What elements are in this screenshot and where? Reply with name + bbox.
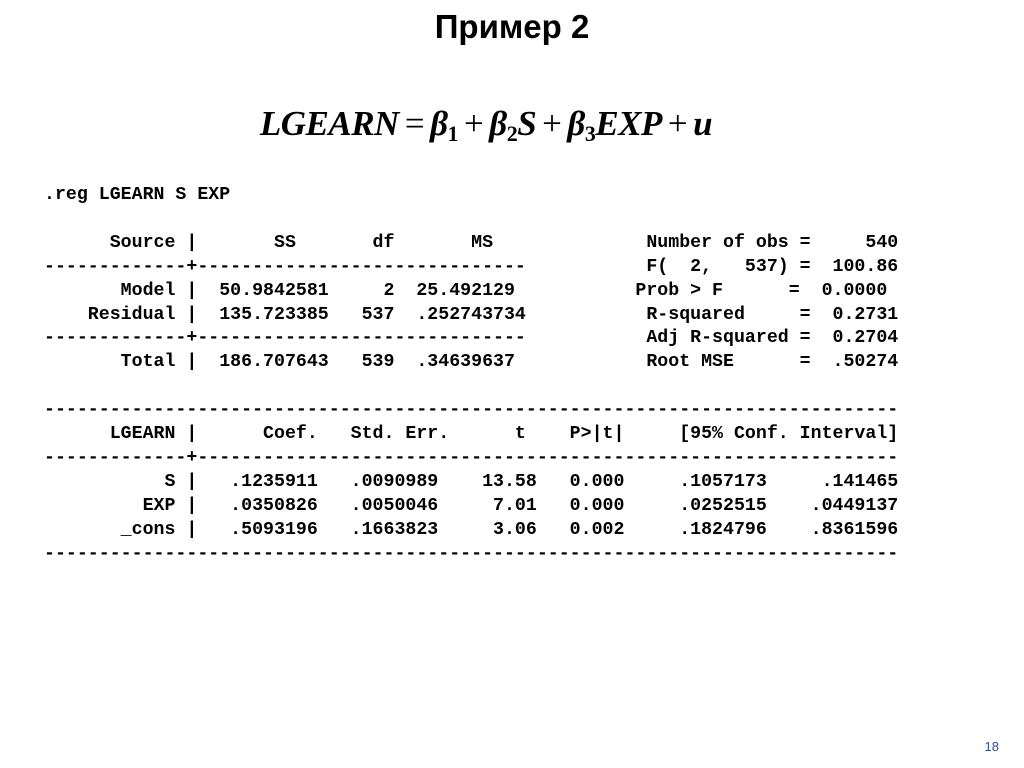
beta-1-subscript: 1	[447, 121, 458, 146]
equation-lhs: LGEARN	[259, 104, 399, 143]
beta-3-subscript: 3	[584, 121, 596, 146]
output-line: ------------------------------------------------------------------------------	[44, 543, 899, 564]
output-line: .reg LGEARN S EXP	[44, 185, 231, 205]
output-line: -------------+------------------------------ Adj R-squared = 0.2704	[44, 328, 899, 349]
variable-exp: EXP	[595, 104, 662, 143]
slide-title: Пример 2	[434, 8, 590, 45]
equals-sign: =	[404, 104, 425, 143]
output-line: -------------+------------------------------ F( 2, 537) = 100.86	[44, 256, 899, 277]
plus-sign: +	[542, 104, 562, 143]
output-line: Total | 186.707643 539 .34639637 Root MSE = .50274	[44, 352, 899, 373]
output-line: _cons | .5093196 .1663823 3.06 0.002 .1824796 .8361596	[44, 519, 899, 540]
variable-u: u	[693, 104, 713, 143]
beta-1: β	[430, 104, 448, 143]
page-number: 18	[984, 739, 999, 754]
plus-sign: +	[667, 104, 688, 143]
output-line: LGEARN | Coef. Std. Err. t P>|t| [95% Conf. Interval]	[44, 424, 899, 445]
output-line: Model | 50.9842581 2 25.492129 Prob > F = 0.0000	[44, 280, 888, 301]
output-line: Residual | 135.723385 537 .252743734 R-squared = 0.2731	[44, 304, 899, 325]
output-line: Source | SS df MS Number of obs = 540	[44, 232, 899, 253]
beta-2: β	[489, 104, 507, 143]
output-line: S | .1235911 .0090989 13.58 0.000 .1057173 .141465	[44, 471, 899, 492]
plus-sign: +	[464, 104, 484, 143]
beta-3: β	[567, 104, 585, 143]
output-line: EXP | .0350826 .0050046 7.01 0.000 .0252515 .0449137	[44, 495, 899, 516]
output-line: ------------------------------------------------------------------------------	[44, 400, 899, 421]
stata-regression-output	[44, 184, 898, 567]
regression-equation	[0, 104, 972, 147]
beta-2-subscript: 2	[506, 121, 518, 146]
variable-s: S	[517, 104, 537, 143]
output-line: -------------+----------------------------------------------------------------	[44, 447, 899, 468]
